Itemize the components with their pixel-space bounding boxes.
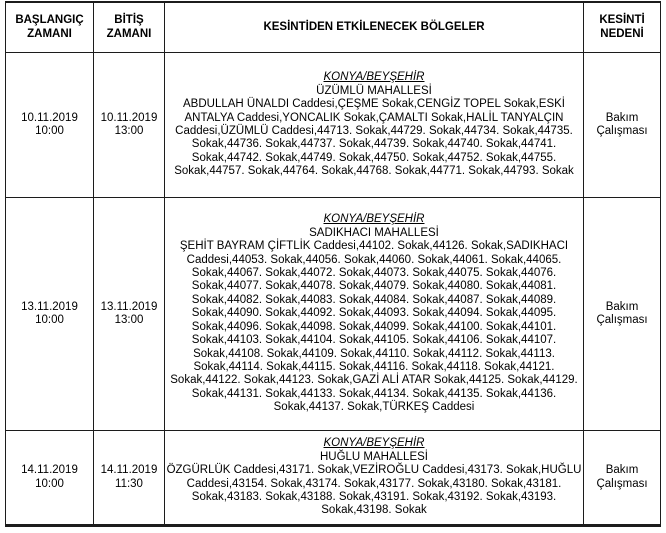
end-time: 13:00 [114,125,144,137]
start-date: 10.11.2019 [21,111,78,124]
reason-text: Bakım Çalışması [596,111,648,137]
table-row [6,431,661,526]
outage-table [5,1,661,527]
reason-cell [584,53,661,198]
neighborhood-title: ÜZÜMLÜ MAHALLESİ [316,84,432,97]
header-row [6,2,661,53]
start-time: 10:00 [35,125,64,137]
col-header-start-time: BAŞLANGIÇ ZAMANI [6,2,94,53]
end-date: 14.11.2019 [100,464,158,477]
neighborhood-title: HUĞLU MAHALLESİ [319,450,428,463]
end-cell [94,431,165,526]
col-header-end-time: BİTİŞ ZAMANI [94,2,165,53]
start-time: 10:00 [35,477,64,490]
end-time: 11:30 [115,477,143,490]
table-row [6,198,661,431]
regions-cell [165,53,584,198]
table-row [6,53,661,198]
reason-text: Bakım Çalışması [596,300,648,326]
col-header-outage-reason: KESİNTİ NEDENİ [584,2,661,53]
streets-text: ŞEHİT BAYRAM ÇİFTLİK Caddesi,44102. Sokak,44126. Sokak,SADIKHACI Caddesi,44053. Sokak,44056. Sokak,44060. Sokak,44061. Sokak,44065. Sokak,44067. Sokak,44072. Sokak,44073. Sokak,44075. Sokak,44076. Sokak,44077. Sokak,44078. Sokak,44079. Sokak,44080. Sokak,44081. Sokak,44082. Sokak,44083. Sokak,44084. Sokak,44087. Sokak,44089. Sokak,44090. Sokak,44092. Sokak,44093. Sokak,44094. Sokak,44095. Sokak,44096. Sokak,44098. Sokak,44099. Sokak,44100. Sokak,44101. Sokak,44103. Sokak,44104. Sokak,44105. Sokak,44106. Sokak,44107. Sokak,44108. Sokak,44109. Sokak,44110. Sokak,44112. Sokak,44113. Sokak,44114. Sokak,44115. Sokak,44116. Sokak,44118. Sokak,44121. Sokak,44122. Sokak,44123. Sokak,GAZİ ALİ ATAR Sokak,44125. Sokak,44129. Sokak,44131. Sokak,44133. Sokak,44134. Sokak,44135. Sokak,44136. Sokak,44137. Sokak,TÜRKEŞ Caddesi [170,240,578,414]
reason-cell [584,198,661,431]
end-cell [94,198,165,431]
neighborhood-title: SADIKHACI MAHALLESİ [309,226,439,239]
start-date: 13.11.2019 [21,300,78,313]
start-time: 10:00 [35,314,64,326]
start-cell [6,431,94,526]
region-title: KONYA/BEYŞEHİR [323,437,425,450]
regions-cell [165,198,584,431]
start-cell [6,198,94,431]
end-date: 10.11.2019 [100,111,158,124]
start-date: 14.11.2019 [21,464,78,477]
col-header-affected-regions: KESİNTİDEN ETKİLENECEK BÖLGELER [165,2,584,53]
regions-cell [165,431,584,526]
end-date: 13.11.2019 [100,300,158,313]
end-cell [94,53,165,198]
reason-text: Bakım Çalışması [596,464,648,490]
streets-text: ABDULLAH ÜNALDI Caddesi,ÇEŞME Sokak,CENGİZ TOPEL Sokak,ESKİ ANTALYA Caddesi,YONCALIK Sokak,ÇAMALTI Sokak,HALİL TANYALÇIN Caddesi,ÜZÜMLÜ Caddesi,44713. Sokak,44729. Sokak,44734. Sokak,44735. Sokak,44736. Sokak,44737. Sokak,44739. Sokak,44740. Sokak,44741. Sokak,44742. Sokak,44749. Sokak,44750. Sokak,44752. Sokak,44755. Sokak,44757. Sokak,44764. Sokak,44768. Sokak,44771. Sokak,44793. Sokak [174,98,574,178]
streets-text: ÖZGÜRLÜK Caddesi,43171. Sokak,VEZİROĞLU Caddesi,43173. Sokak,HUĞLU Caddesi,43154. Sokak,43174. Sokak,43177. Sokak,43180. Sokak,43181. Sokak,43183. Sokak,43188. Sokak,43191. Sokak,43192. Sokak,43193. Sokak,43198. Sokak [166,464,582,517]
region-title: KONYA/BEYŞEHİR [323,213,425,226]
reason-cell [584,431,661,526]
region-title: KONYA/BEYŞEHİR [323,71,425,84]
start-cell [6,53,94,198]
end-time: 13:00 [114,314,144,326]
